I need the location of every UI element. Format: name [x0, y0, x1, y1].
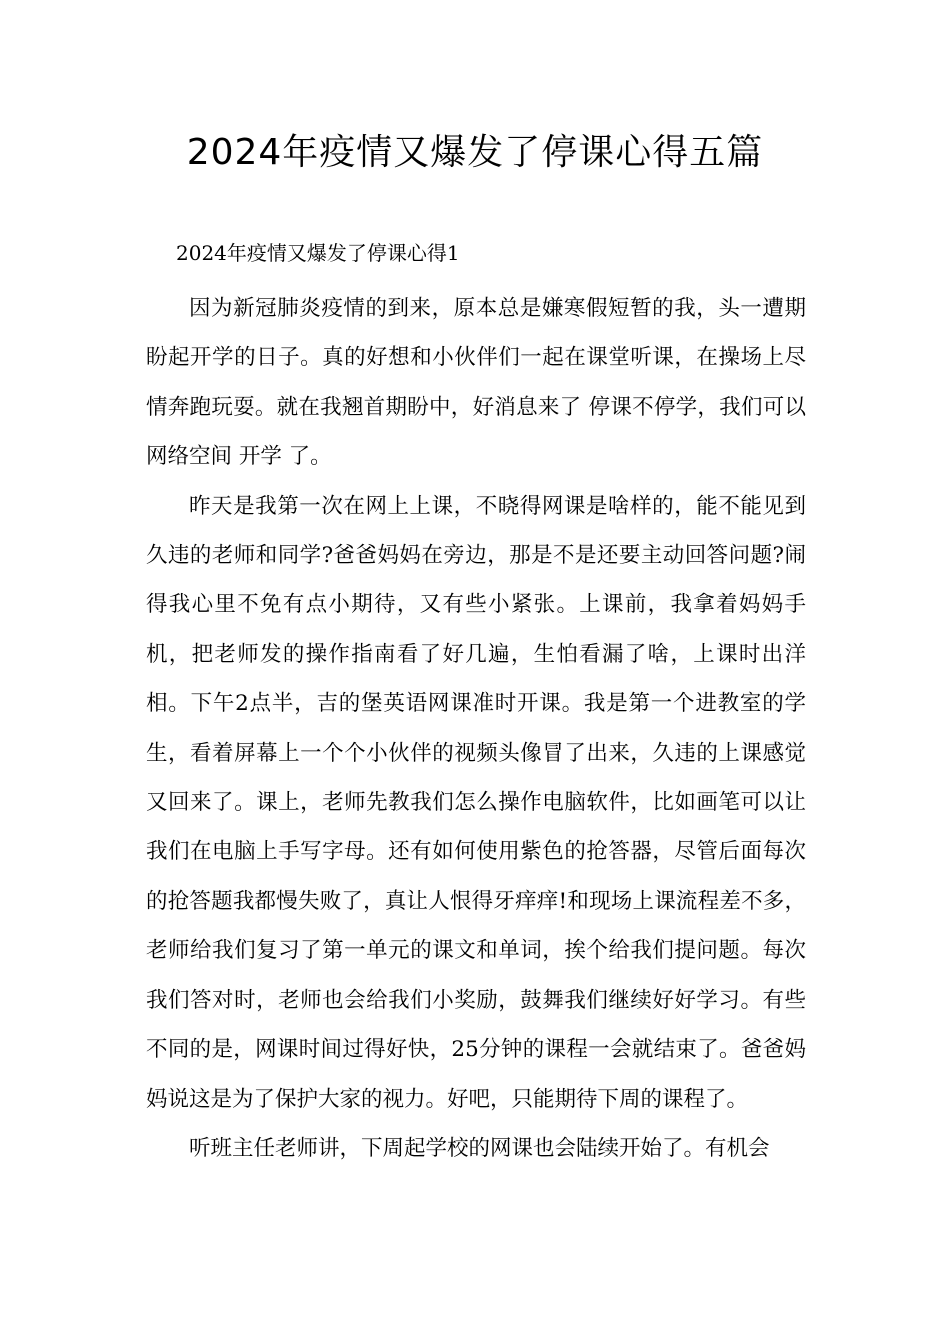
document-body — [146, 284, 806, 1173]
document-title: 2024年疫情又爆发了停课心得五篇 — [186, 132, 764, 173]
paragraph: 因为新冠肺炎疫情的到来，原本总是嫌寒假短暂的我，头一遭期盼起开学的日子。真的好想和小伙伴们一起在课堂听课，在操场上尽情奔跑玩耍。就在我翘首期盼中，好消息来了 停课不停学，我们可以网络空间 开学 了。 — [146, 296, 806, 470]
paragraph: 听班主任老师讲，下周起学校的网课也会陆续开始了。有机会 — [189, 1135, 770, 1161]
section-heading: 2024年疫情又爆发了停课心得1 — [176, 241, 460, 265]
paragraph: 昨天是我第一次在网上上课，不晓得网课是啥样的，能不能见到久违的老师和同学?爸爸妈妈在旁边，那是不是还要主动回答问题?闹得我心里不免有点小期待，又有些小紧张。上课前，我拿着妈妈手机，把老师发的操作指南看了好几遍，生怕看漏了啥，上课时出洋相。下午2点半，吉的堡英语网课准时开课。我是第一个进教室的学生，看着屏幕上一个个小伙伴的视频头像冒了出来，久违的上课感觉又回来了。课上，老师先教我们怎么操作电脑软件，比如画笔可以让我们在电脑上手写字母。还有如何使用紫色的抢答器，尽管后面每次的抢答题我都慢失败了，真让人恨得牙痒痒!和现场上课流程差不多，老师给我们复习了第一单元的课文和单词，挨个给我们提问题。每次我们答对时，老师也会给我们小奖励，鼓舞我们继续好好学习。有些不同的是，网课时间过得好快，25分钟的课程一会就结束了。爸爸妈妈说这是为了保护大家的视力。好吧，只能期待下周的课程了。 — [146, 493, 806, 1112]
